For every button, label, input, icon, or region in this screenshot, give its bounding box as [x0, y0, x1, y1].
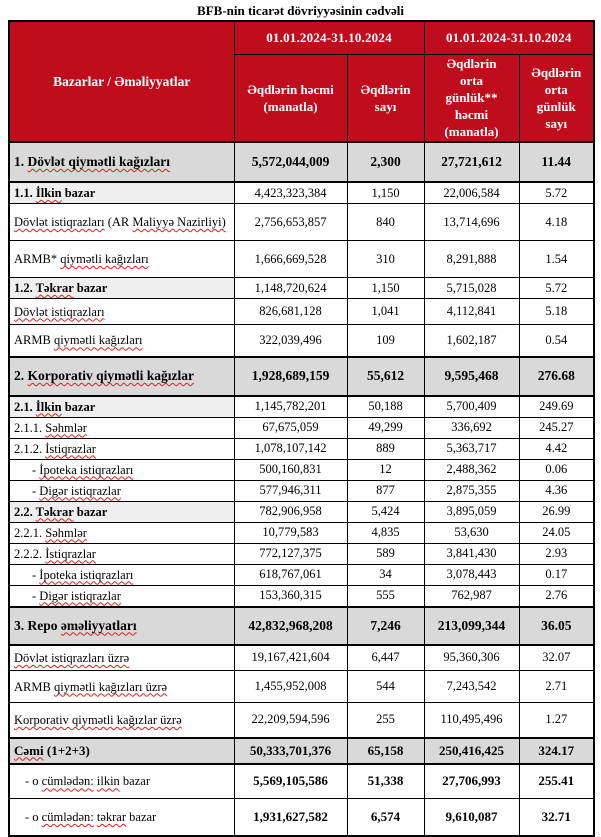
row-label: [9, 299, 234, 325]
cell-avg-daily-volume: 3,078,443: [424, 564, 519, 585]
cell-deal-volume: 5,569,105,586: [234, 764, 347, 799]
label-text: 2.2.: [14, 504, 36, 519]
cell-deal-count: 65,158: [347, 738, 424, 764]
spellcheck-wavy-underline: Təkrar: [35, 281, 74, 295]
column-header-deal-count: Əqdlərin sayı: [347, 54, 424, 142]
cell-avg-daily-count: 1.27: [519, 703, 594, 738]
spellcheck-wavy-underline: cümlədən:: [41, 809, 94, 824]
cell-deal-count: 5,424: [347, 501, 424, 522]
spellcheck-wavy-underline: İpoteka istiqrazları: [39, 462, 134, 477]
cell-avg-daily-count: 276.68: [519, 357, 594, 396]
row-label: [9, 357, 234, 396]
label-text: 2.2.2.: [14, 546, 46, 561]
table-row: [9, 299, 594, 325]
cell-avg-daily-volume: 1,602,187: [424, 325, 519, 357]
cell-deal-volume: 2,756,653,857: [234, 204, 347, 241]
cell-avg-daily-volume: 7,243,542: [424, 671, 519, 703]
cell-avg-daily-volume: 3,841,430: [424, 543, 519, 564]
row-label: [9, 738, 234, 764]
cell-avg-daily-count: 5.18: [519, 299, 594, 325]
table-row: [9, 438, 594, 459]
label-text: 2.2.1.: [14, 525, 46, 540]
label-text: -: [32, 483, 40, 498]
period-header-left: 01.01.2024-31.10.2024: [234, 21, 424, 54]
label-text: - o: [25, 774, 42, 789]
row-label: [9, 417, 234, 438]
cell-avg-daily-volume: 110,495,496: [424, 703, 519, 738]
cell-deal-count: 34: [347, 564, 424, 585]
row-label: [9, 645, 234, 671]
table-row: [9, 564, 594, 585]
cell-deal-count: 4,835: [347, 522, 424, 543]
label-text: 2.1.: [14, 399, 36, 414]
label-text: -: [32, 567, 40, 582]
label-text: ARMB: [14, 333, 54, 348]
spellcheck-wavy-underline: cümlədən:: [41, 774, 94, 789]
row-label: [9, 438, 234, 459]
spellcheck-wavy-underline: Digər istiqrazlar: [39, 483, 121, 498]
row-label: [9, 459, 234, 480]
spellcheck-wavy-underline: Maliyyə Nazirliyi): [132, 215, 226, 229]
label-text: - o: [25, 809, 42, 824]
table-row: [9, 607, 594, 645]
table-row: [9, 142, 594, 182]
cell-avg-daily-count: 0.17: [519, 564, 594, 585]
cell-deal-count: 109: [347, 325, 424, 357]
label-text: 3. Repo: [14, 617, 61, 633]
cell-deal-count: 840: [347, 204, 424, 241]
cell-deal-volume: 500,160,831: [234, 459, 347, 480]
spellcheck-wavy-underline: Cəmi: [14, 742, 44, 758]
spellcheck-wavy-underline: Korporativ qiymətli kağızlar: [27, 368, 194, 383]
row-label: [9, 182, 234, 204]
column-header-deal-volume: Əqdlərin həcmi (manatla): [234, 54, 347, 142]
spellcheck-wavy-underline: təkrar: [96, 809, 127, 824]
table-row: [9, 585, 594, 607]
cell-deal-volume: 826,681,128: [234, 299, 347, 325]
cell-deal-count: 255: [347, 703, 424, 738]
table-row: [9, 357, 594, 396]
cell-avg-daily-count: 4.42: [519, 438, 594, 459]
label-text: bazar: [61, 399, 96, 414]
row-label: [9, 480, 234, 501]
cell-deal-volume: 1,148,720,624: [234, 278, 347, 299]
cell-avg-daily-count: 2.71: [519, 671, 594, 703]
table-row: [9, 417, 594, 438]
label-text: 2.1.2.: [14, 441, 46, 456]
cell-deal-volume: 22,209,594,596: [234, 703, 347, 738]
cell-avg-daily-volume: 5,700,409: [424, 396, 519, 418]
column-header-avg-daily-volume: Əqdlərin orta günlük** həcmi (manatla): [424, 54, 519, 142]
cell-deal-volume: 1,455,952,008: [234, 671, 347, 703]
row-label: [9, 325, 234, 357]
label-text: 1.2.: [14, 281, 36, 295]
spellcheck-wavy-underline: Dövlət qiymətli kağızları: [27, 154, 170, 169]
table-row: [9, 799, 594, 836]
row-label: [9, 585, 234, 607]
label-text: bazar: [119, 774, 150, 789]
spellcheck-wavy-underline: ilkin: [96, 774, 120, 789]
cell-deal-volume: 50,333,701,376: [234, 738, 347, 764]
cell-avg-daily-count: 4.18: [519, 204, 594, 241]
label-text: bazar: [73, 504, 108, 519]
cell-deal-volume: 42,832,968,208: [234, 607, 347, 645]
table-body: [9, 142, 594, 836]
cell-deal-count: 877: [347, 480, 424, 501]
row-label: [9, 607, 234, 645]
spellcheck-wavy-underline: Səhmlər: [45, 420, 87, 435]
cell-avg-daily-count: 324.17: [519, 738, 594, 764]
label-text: ARMB*: [14, 252, 61, 266]
cell-deal-volume: 772,127,375: [234, 543, 347, 564]
cell-avg-daily-count: 24.05: [519, 522, 594, 543]
row-label: [9, 204, 234, 241]
spellcheck-wavy-underline: Digər istiqrazlar: [39, 588, 121, 603]
table-row: [9, 543, 594, 564]
cell-avg-daily-count: 1.54: [519, 241, 594, 278]
row-label: [9, 799, 234, 836]
cell-deal-volume: 1,145,782,201: [234, 396, 347, 418]
row-label: [9, 501, 234, 522]
table-row: [9, 645, 594, 671]
page-title: BFB-nin ticarət dövriyyəsinin cədvəli: [197, 3, 404, 18]
cell-avg-daily-volume: 5,715,028: [424, 278, 519, 299]
cell-deal-volume: 1,666,669,528: [234, 241, 347, 278]
cell-avg-daily-count: 0.54: [519, 325, 594, 357]
cell-deal-count: 544: [347, 671, 424, 703]
cell-avg-daily-volume: 8,291,888: [424, 241, 519, 278]
cell-deal-count: 55,612: [347, 357, 424, 396]
cell-avg-daily-count: 255.41: [519, 764, 594, 799]
cell-avg-daily-count: 32.71: [519, 799, 594, 836]
cell-deal-count: 7,246: [347, 607, 424, 645]
row-label: [9, 142, 234, 182]
cell-avg-daily-count: 36.05: [519, 607, 594, 645]
label-text: (AR: [104, 215, 133, 229]
cell-avg-daily-count: 2.93: [519, 543, 594, 564]
label-text: -: [32, 462, 40, 477]
period-header-right: 01.01.2024-31.10.2024: [424, 21, 594, 54]
cell-deal-count: 1,150: [347, 182, 424, 204]
spellcheck-wavy-underline: Təkrar: [35, 504, 74, 519]
label-text: bazar: [73, 281, 108, 295]
cell-avg-daily-volume: 27,721,612: [424, 142, 519, 182]
column-header-avg-daily-count: Əqdlərin orta günlük sayı: [519, 54, 594, 142]
cell-avg-daily-count: 2.76: [519, 585, 594, 607]
spellcheck-wavy-underline: qiymətli kağızları üzrə: [53, 679, 168, 694]
label-text: (1+2+3): [43, 742, 90, 758]
label-text: bazar: [126, 809, 157, 824]
table-row: [9, 703, 594, 738]
table-row: [9, 671, 594, 703]
row-label: [9, 396, 234, 418]
cell-deal-volume: 4,423,323,384: [234, 182, 347, 204]
table-row: [9, 501, 594, 522]
spellcheck-wavy-underline: Dövlət istiqrazları üzrə: [14, 650, 130, 665]
table-row: [9, 182, 594, 204]
cell-deal-volume: 1,078,107,142: [234, 438, 347, 459]
cell-deal-count: 555: [347, 585, 424, 607]
cell-avg-daily-volume: 27,706,993: [424, 764, 519, 799]
cell-deal-count: 49,299: [347, 417, 424, 438]
cell-avg-daily-count: 5.72: [519, 182, 594, 204]
label-text: -: [32, 588, 40, 603]
cell-avg-daily-volume: 13,714,696: [424, 204, 519, 241]
cell-deal-count: 50,188: [347, 396, 424, 418]
row-label: [9, 764, 234, 799]
cell-avg-daily-volume: 95,360,306: [424, 645, 519, 671]
table-row: [9, 396, 594, 418]
cell-deal-volume: 67,675,059: [234, 417, 347, 438]
cell-deal-volume: 5,572,044,009: [234, 142, 347, 182]
label-text: ARMB: [14, 679, 54, 694]
row-label: [9, 543, 234, 564]
cell-deal-count: 1,041: [347, 299, 424, 325]
spellcheck-wavy-underline: Səhmlər: [45, 525, 87, 540]
spellcheck-wavy-underline: İstiqrazlar: [45, 546, 96, 561]
spellcheck-wavy-underline: İpoteka istiqrazları: [39, 567, 134, 582]
cell-deal-volume: 19,167,421,604: [234, 645, 347, 671]
table-row: [9, 738, 594, 764]
cell-avg-daily-volume: 9,595,468: [424, 357, 519, 396]
cell-deal-count: 310: [347, 241, 424, 278]
cell-avg-daily-count: 249.69: [519, 396, 594, 418]
spellcheck-wavy-underline: qiymətli kağızları: [60, 252, 149, 266]
spellcheck-wavy-underline: İlkin: [35, 399, 62, 414]
cell-avg-daily-count: 32.07: [519, 645, 594, 671]
row-label: [9, 703, 234, 738]
table-row: [9, 480, 594, 501]
cell-deal-count: 51,338: [347, 764, 424, 799]
corner-header-markets-operations: Bazarlar / Əməliyyatlar: [9, 21, 234, 142]
cell-deal-count: 589: [347, 543, 424, 564]
spellcheck-wavy-underline: İlkin: [35, 186, 62, 200]
cell-avg-daily-volume: 9,610,087: [424, 799, 519, 836]
cell-deal-volume: 618,767,061: [234, 564, 347, 585]
cell-avg-daily-count: 11.44: [519, 142, 594, 182]
table-row: [9, 764, 594, 799]
cell-deal-count: 12: [347, 459, 424, 480]
spellcheck-wavy-underline: Korporativ qiymətli kağızlar üzrə: [14, 712, 182, 727]
row-label: [9, 241, 234, 278]
cell-avg-daily-volume: 213,099,344: [424, 607, 519, 645]
cell-avg-daily-volume: 22,006,584: [424, 182, 519, 204]
table-row: [9, 278, 594, 299]
cell-deal-volume: 577,946,311: [234, 480, 347, 501]
row-label: [9, 564, 234, 585]
cell-avg-daily-volume: 762,987: [424, 585, 519, 607]
cell-deal-volume: 322,039,496: [234, 325, 347, 357]
label-text: bazar: [61, 186, 96, 200]
cell-avg-daily-count: 5.72: [519, 278, 594, 299]
row-label: [9, 522, 234, 543]
label-text: 2.1.1.: [14, 420, 46, 435]
cell-avg-daily-volume: 336,692: [424, 417, 519, 438]
cell-avg-daily-count: 0.06: [519, 459, 594, 480]
label-text: 1.1.: [14, 186, 36, 200]
table-row: [9, 204, 594, 241]
row-label: [9, 278, 234, 299]
cell-avg-daily-volume: 250,416,425: [424, 738, 519, 764]
cell-avg-daily-volume: 4,112,841: [424, 299, 519, 325]
cell-avg-daily-volume: 3,895,059: [424, 501, 519, 522]
label-text: 2.: [14, 368, 28, 383]
cell-avg-daily-volume: 53,630: [424, 522, 519, 543]
cell-deal-volume: 782,906,958: [234, 501, 347, 522]
cell-deal-volume: 153,360,315: [234, 585, 347, 607]
spellcheck-wavy-underline: Dövlət istiqrazları: [14, 215, 105, 229]
cell-avg-daily-volume: 5,363,717: [424, 438, 519, 459]
cell-deal-count: 889: [347, 438, 424, 459]
cell-deal-volume: 1,928,689,159: [234, 357, 347, 396]
cell-deal-count: 1,150: [347, 278, 424, 299]
cell-avg-daily-count: 4.36: [519, 480, 594, 501]
period-header-row: [9, 21, 594, 54]
table-row: [9, 241, 594, 278]
cell-deal-count: 6,574: [347, 799, 424, 836]
spellcheck-wavy-underline: Dövlət istiqrazları: [14, 304, 105, 319]
cell-avg-daily-count: 245.27: [519, 417, 594, 438]
row-label: [9, 671, 234, 703]
cell-deal-volume: 1,931,627,582: [234, 799, 347, 836]
table-row: [9, 459, 594, 480]
cell-deal-count: 6,447: [347, 645, 424, 671]
cell-avg-daily-count: 26.99: [519, 501, 594, 522]
cell-deal-count: 2,300: [347, 142, 424, 182]
cell-avg-daily-volume: 2,875,355: [424, 480, 519, 501]
spellcheck-wavy-underline: əməliyyatları: [60, 617, 137, 633]
trade-turnover-table: [8, 20, 595, 837]
table-row: [9, 522, 594, 543]
spellcheck-wavy-underline: qiymətli kağızları: [53, 333, 143, 348]
label-text: 1.: [14, 154, 28, 169]
cell-avg-daily-volume: 2,488,362: [424, 459, 519, 480]
spellcheck-wavy-underline: İstiqrazlar: [45, 441, 96, 456]
table-row: [9, 325, 594, 357]
cell-deal-volume: 10,779,583: [234, 522, 347, 543]
